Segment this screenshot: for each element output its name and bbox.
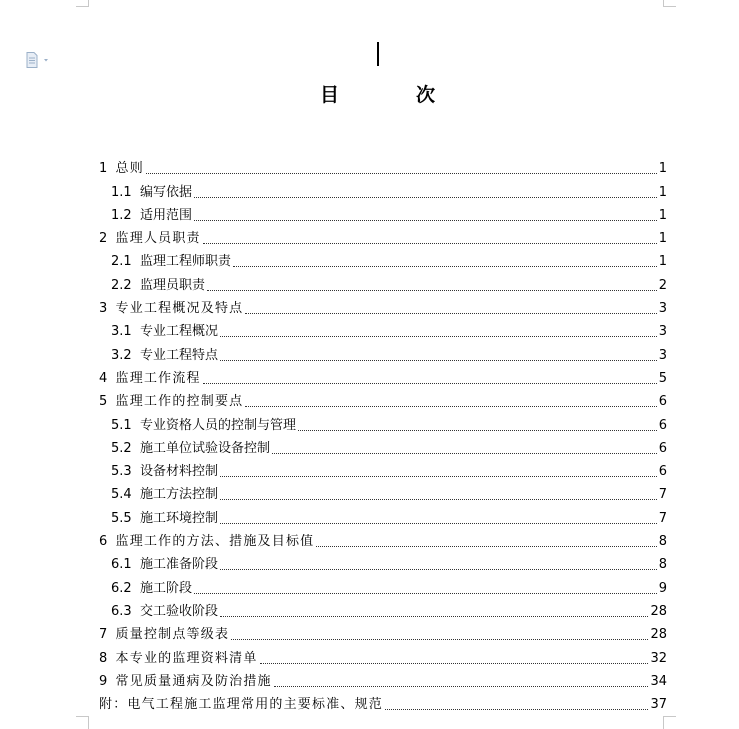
- toc-entry-page: 1: [658, 254, 667, 270]
- toc-entry-page: 37: [650, 697, 667, 713]
- toc-entry-page: 3: [658, 301, 667, 317]
- toc-entry-number: 2.1: [111, 254, 140, 270]
- toc-entry-number: 1.2: [111, 207, 140, 223]
- toc-entry-page: 1: [658, 161, 667, 177]
- toc-entry-title: 监理工作流程: [115, 370, 201, 386]
- toc-entry-page: 32: [650, 650, 667, 666]
- crop-mark-top-left: [76, 0, 89, 7]
- toc-entry[interactable]: [99, 503, 667, 526]
- toc-entry-page: 9: [658, 580, 667, 596]
- toc-entry-number: 8: [99, 650, 116, 666]
- toc-entry-title: 常见质量通病及防治措施: [115, 673, 272, 689]
- toc-entry-page: 28: [650, 627, 667, 643]
- toc-entry-title: 专业工程特点: [139, 347, 218, 363]
- toc-entry-number: 5.3: [111, 464, 140, 480]
- toc-entry[interactable]: [99, 667, 667, 690]
- toc-entry-page: 6: [658, 440, 667, 456]
- chevron-down-icon: [44, 59, 48, 62]
- toc-entry-title: 监理工程师职责: [139, 254, 231, 270]
- toc-entry[interactable]: [99, 620, 667, 643]
- page-title-char-1: 目: [320, 84, 341, 106]
- toc-dot-leader: [298, 430, 657, 431]
- toc-dot-leader: [220, 360, 657, 361]
- toc-entry[interactable]: [99, 527, 667, 550]
- toc-entry[interactable]: [99, 387, 667, 410]
- crop-mark-top-right: [663, 0, 676, 7]
- toc-entry-title: 适用范围: [139, 207, 192, 223]
- toc-entry-title: 施工单位试验设备控制: [139, 440, 270, 456]
- toc-entry-page: 6: [658, 417, 667, 433]
- toc-entry[interactable]: [99, 573, 667, 596]
- toc-dot-leader: [194, 220, 657, 221]
- toc-entry[interactable]: [99, 270, 667, 293]
- toc-entry[interactable]: [99, 154, 667, 177]
- toc-dot-leader: [194, 593, 657, 594]
- toc-entry[interactable]: [99, 224, 667, 247]
- document-icon: [26, 52, 50, 68]
- toc-dot-leader: [220, 616, 648, 617]
- toc-dot-leader: [203, 383, 657, 384]
- toc-dot-leader: [220, 569, 657, 570]
- toc-entry[interactable]: [99, 340, 667, 363]
- toc-dot-leader: [316, 546, 656, 547]
- toc-entry-title: 专业资格人员的控制与管理: [139, 417, 296, 433]
- toc-entry[interactable]: [99, 643, 667, 666]
- toc-entry-title: 专业工程概况及特点: [115, 301, 244, 317]
- toc-entry-number: 9: [99, 673, 116, 689]
- toc-entry-title: 设备材料控制: [139, 464, 218, 480]
- toc-entry-page: 5: [658, 370, 667, 386]
- table-of-contents: [99, 154, 667, 713]
- toc-entry-page: 6: [658, 394, 667, 410]
- toc-dot-leader: [194, 197, 657, 198]
- toc-entry-title: 施工阶段: [139, 580, 192, 596]
- toc-entry-number: 2.2: [111, 277, 140, 293]
- toc-entry[interactable]: [99, 247, 667, 270]
- toc-entry-number: 2: [99, 231, 116, 247]
- toc-entry[interactable]: [99, 434, 667, 457]
- toc-entry-title: 施工方法控制: [139, 487, 218, 503]
- toc-entry-number: 6: [99, 534, 116, 550]
- toc-entry[interactable]: [99, 550, 667, 573]
- toc-entry-page: 2: [658, 277, 667, 293]
- toc-entry-page: 1: [658, 184, 667, 200]
- toc-entry-title: 施工环境控制: [139, 510, 218, 526]
- toc-entry-page: 6: [658, 464, 667, 480]
- toc-entry-number: 5: [99, 394, 116, 410]
- toc-entry-page: 3: [658, 324, 667, 340]
- crop-mark-bottom-left: [76, 716, 89, 729]
- toc-entry-title: 专业工程概况: [139, 324, 218, 340]
- toc-entry-title: 总则: [115, 161, 144, 177]
- toc-dot-leader: [220, 499, 657, 500]
- toc-entry-page: 28: [650, 603, 667, 619]
- toc-dot-leader: [203, 243, 657, 244]
- toc-entry-page: 8: [658, 534, 667, 550]
- toc-entry[interactable]: [99, 317, 667, 340]
- toc-dot-leader: [272, 453, 657, 454]
- toc-entry-page: 3: [658, 347, 667, 363]
- crop-mark-bottom-right: [663, 716, 676, 729]
- toc-entry-number: 6.3: [111, 603, 140, 619]
- toc-entry[interactable]: [99, 410, 667, 433]
- toc-entry-number: 3: [99, 301, 116, 317]
- toc-dot-leader: [260, 663, 649, 664]
- toc-entry-title: 编写依据: [139, 184, 192, 200]
- toc-dot-leader: [220, 336, 657, 337]
- toc-entry-title: 监理工作的方法、措施及目标值: [115, 534, 315, 550]
- text-cursor: [377, 42, 379, 66]
- toc-dot-leader: [231, 639, 648, 640]
- toc-entry-title: 附：电气工程施工监理常用的主要标准、规范: [99, 697, 384, 713]
- toc-dot-leader: [385, 709, 648, 710]
- toc-entry-title: 施工准备阶段: [139, 557, 218, 573]
- toc-entry[interactable]: [99, 364, 667, 387]
- toc-entry-number: 5.1: [111, 417, 140, 433]
- toc-entry-number: 5.4: [111, 487, 140, 503]
- toc-entry-number: 1.1: [111, 184, 140, 200]
- toc-dot-leader: [245, 406, 656, 407]
- toc-entry[interactable]: [99, 597, 667, 620]
- toc-entry-number: 1: [99, 161, 116, 177]
- toc-dot-leader: [207, 290, 657, 291]
- toc-entry-page: 1: [658, 207, 667, 223]
- toc-entry-page: 7: [658, 487, 667, 503]
- toc-dot-leader: [245, 313, 656, 314]
- page-title-char-2: 次: [416, 84, 437, 106]
- toc-entry-title: 质量控制点等级表: [115, 627, 230, 643]
- toc-entry[interactable]: [99, 690, 667, 713]
- toc-entry[interactable]: [99, 201, 667, 224]
- toc-entry-number: 6.2: [111, 580, 140, 596]
- toc-entry-number: 5.5: [111, 510, 140, 526]
- toc-entry-title: 监理员职责: [139, 277, 205, 293]
- toc-entry-number: 3.1: [111, 324, 140, 340]
- toc-entry-number: 6.1: [111, 557, 140, 573]
- toc-entry-title: 监理人员职责: [115, 231, 201, 247]
- toc-entry-page: 34: [650, 673, 667, 689]
- toc-entry[interactable]: [99, 294, 667, 317]
- toc-entry-page: 8: [658, 557, 667, 573]
- toc-entry-title: 交工验收阶段: [139, 603, 218, 619]
- toc-entry-title: 本专业的监理资料清单: [115, 650, 258, 666]
- toc-entry[interactable]: [99, 177, 667, 200]
- toc-dot-leader: [146, 173, 657, 174]
- toc-entry[interactable]: [99, 457, 667, 480]
- toc-entry-page: 1: [658, 231, 667, 247]
- toc-entry-number: 7: [99, 627, 116, 643]
- toc-entry[interactable]: [99, 480, 667, 503]
- toc-entry-title: 监理工作的控制要点: [115, 394, 244, 410]
- toc-dot-leader: [220, 476, 657, 477]
- toc-dot-leader: [274, 686, 649, 687]
- toc-entry-number: 5.2: [111, 440, 140, 456]
- toc-dot-leader: [220, 523, 657, 524]
- toc-entry-number: 3.2: [111, 347, 140, 363]
- toc-dot-leader: [233, 266, 657, 267]
- toc-entry-page: 7: [658, 510, 667, 526]
- toc-entry-number: 4: [99, 370, 116, 386]
- paste-options-button[interactable]: [26, 52, 50, 68]
